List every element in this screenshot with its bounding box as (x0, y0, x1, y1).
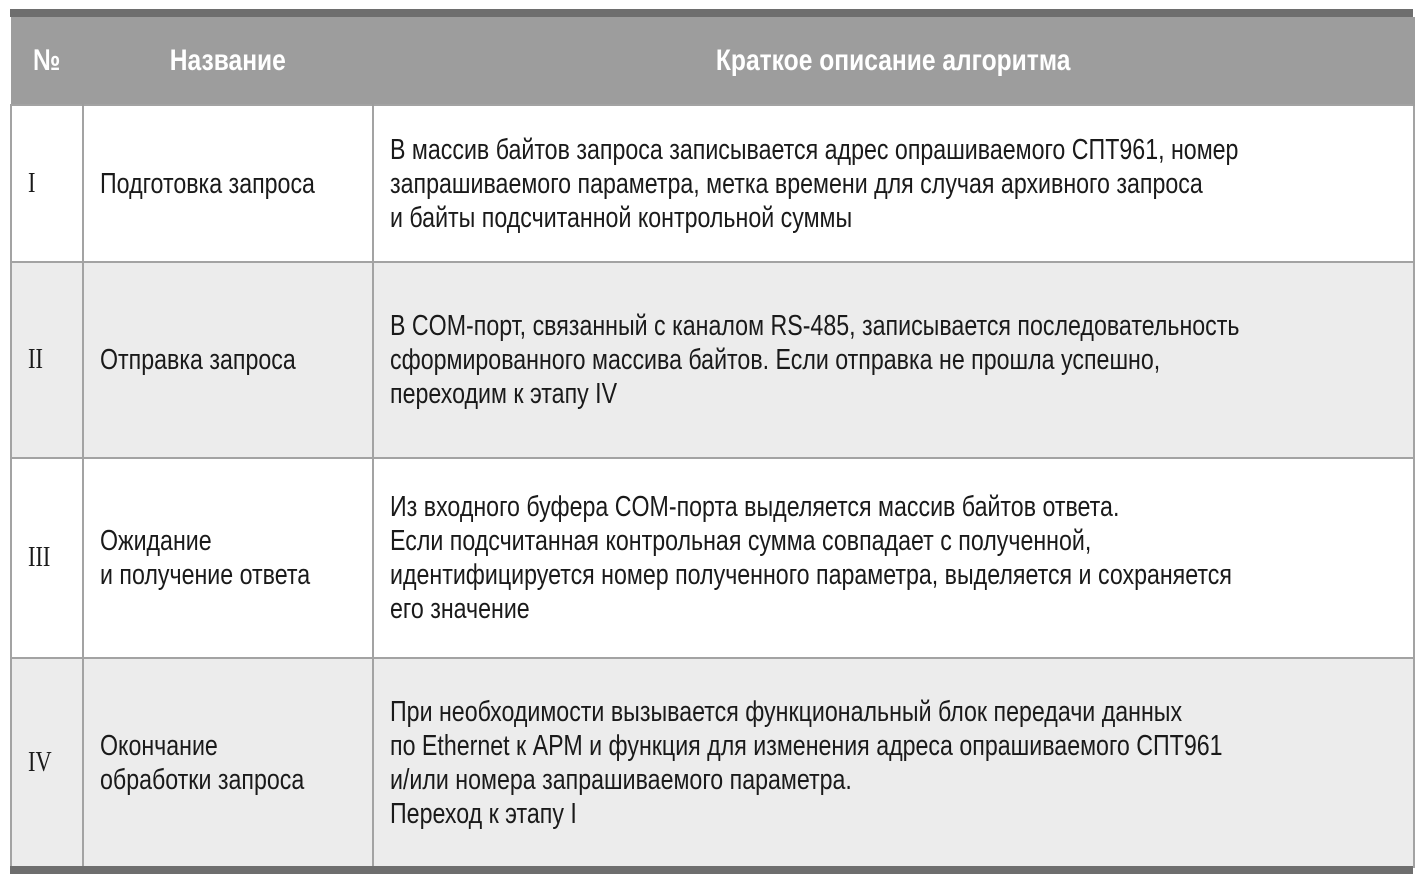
algorithm-table (10, 17, 1415, 868)
row-number (11, 105, 83, 262)
row-number (11, 458, 83, 658)
table-row (11, 105, 1414, 262)
row-description-text: Из входного буфера COM-порта выделяется массив байтов ответа. Если подсчитанная контрольная сумма совпадает с полученной, идентифицируется номер полученного параметра, выделяется и сохраняется его значение (390, 491, 1232, 625)
row-name-text: Окончание обработки запроса (100, 729, 305, 796)
row-description-text: В COM-порт, связанный с каналом RS-485, записывается последовательность сформированного массива байтов. Если отправка не прошла успешно, переходим к этапу IV (390, 310, 1240, 410)
table-row (11, 658, 1414, 867)
row-number-text: II (28, 344, 43, 375)
table-header-row (11, 17, 1414, 105)
header-name-label: Название (169, 43, 287, 77)
row-name (83, 105, 373, 262)
row-description-text: В массив байтов запроса записывается адрес опрашиваемого СПТ961, номер запрашиваемого параметра, метка времени для случая архивного запроса и байты подсчитанной контрольной суммы (390, 133, 1239, 234)
row-description (373, 105, 1414, 262)
table-row (11, 458, 1414, 658)
header-description-label: Краткое описание алгоритма (716, 43, 1071, 77)
row-description (373, 658, 1414, 867)
row-description (373, 458, 1414, 658)
row-description (373, 262, 1414, 458)
row-number (11, 262, 83, 458)
table-bottom-rule (10, 866, 1413, 874)
row-number (11, 658, 83, 867)
header-name (83, 17, 373, 105)
header-description (373, 17, 1414, 105)
row-name (83, 458, 373, 658)
row-name (83, 658, 373, 867)
table-row (11, 262, 1414, 458)
row-name-text: Подготовка запроса (100, 167, 315, 200)
row-number-text: IV (28, 746, 52, 778)
row-name-text: Отправка запроса (100, 344, 296, 376)
row-number-text: III (28, 542, 51, 573)
row-name (83, 262, 373, 458)
header-number (11, 17, 83, 105)
row-name-text: Ожидание и получение ответа (100, 525, 311, 591)
row-description-text: При необходимости вызывается функциональный блок передачи данных по Ethernet к АРМ и функция для изменения адреса опрашиваемого СПТ961 и/или номера запрашиваемого параметра. Переход к этапу I (390, 695, 1223, 830)
header-number-label: № (32, 43, 61, 77)
row-number-text: I (28, 167, 36, 199)
table-top-rule (10, 9, 1413, 17)
